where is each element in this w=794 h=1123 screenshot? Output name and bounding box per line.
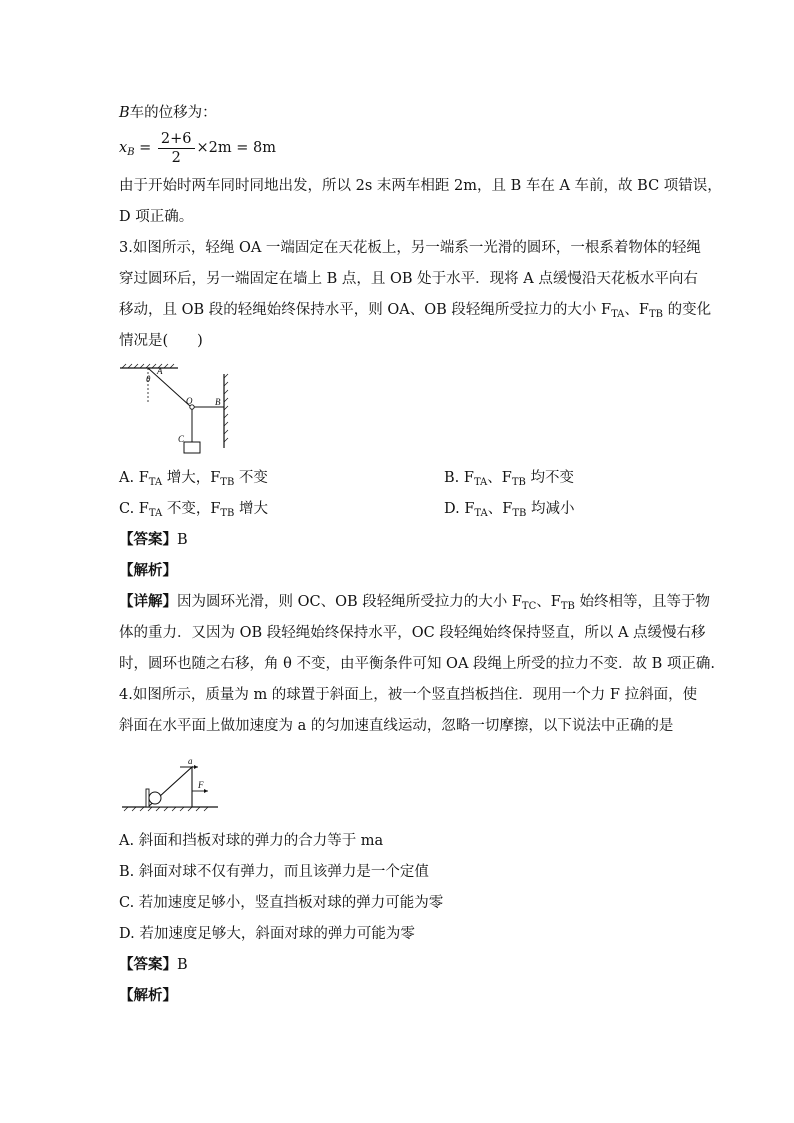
- q4-option-b: B. 斜面对球不仅有弹力，而且该弹力是一个定值: [119, 864, 429, 880]
- formula-var: x: [119, 140, 128, 156]
- q3-option-d: D. $F_{TA}$、$F_{TB}$ 均减小: [444, 501, 575, 519]
- q4-stem-line-2: 斜面在水平面上做加速度为 a 的匀加速直线运动，忽略一切摩擦，以下说法中正确的是: [119, 718, 674, 734]
- q3-stem-line-4: 情况是( ): [119, 333, 203, 349]
- conclusion-line-1: 由于开始时两车同时同地出发，所以 2s 末两车相距 2m，且 B 车在 A 车前，故 BC 项错误，: [119, 178, 722, 194]
- q3-stem-line-1: 3.如图所示，轻绳 OA 一端固定在天花板上，另一端系一光滑的圆环，一根系着物体的轻绳: [119, 240, 701, 256]
- fraction-numerator: 2+6: [158, 130, 195, 149]
- fig-label-a: A: [157, 366, 163, 376]
- q4-stem-line-1: 4.如图所示，质量为 m 的球置于斜面上，被一个竖直挡板挡住．现用一个力 F 拉斜面，使: [119, 687, 698, 703]
- q3-detail-line-2: 体的重力．又因为 OB 段轻绳始终保持水平，OC 段轻绳始终保持竖直，所以 A 点缓慢右移: [119, 625, 706, 641]
- fig-label-theta: θ: [146, 374, 151, 384]
- q3-figure: [120, 362, 240, 458]
- q3-detail-line-1: 【详解】因为圆环光滑，则 OC、OB 段轻绳所受拉力的大小 $F_{TC}$、$F_{TB}$ 始终相等，且等于物: [119, 593, 710, 612]
- answer-label: 【答案】: [119, 956, 177, 973]
- fig-label-c: C: [178, 434, 185, 444]
- q4-option-c: C. 若加速度足够小，竖直挡板对球的弹力可能为零: [119, 895, 444, 911]
- q3-stem-line-2: 穿过圆环后，另一端固定在墙上 B 点，且 OB 处于水平．现将 A 点缓慢沿天花板水平向右: [119, 271, 698, 287]
- q3-answer: [119, 530, 188, 550]
- q3-stem-l3-text: 移动，且 OB 段的轻绳始终保持水平，则 OA、OB 段轻绳所受拉力的大小 F: [119, 302, 612, 318]
- formula-fraction: [158, 130, 195, 167]
- formula-sub: B: [127, 147, 135, 158]
- q3-detail-line-3: 时，圆环也随之右移，角 θ 不变，由平衡条件可知 OA 段绳上所受的拉力不变．故 B 项正确.: [119, 656, 716, 672]
- sub-ta: TA: [611, 309, 625, 320]
- q4-option-a: A. 斜面和挡板对球的弹力的合力等于 ma: [119, 833, 384, 849]
- q4-figure: [122, 755, 222, 815]
- formula-rest: ×2m = 8m: [196, 140, 276, 156]
- q4-analysis-label: 【解析】: [119, 987, 177, 1004]
- q3-stem-line-3: [119, 300, 711, 325]
- formula-equals: =: [139, 140, 152, 156]
- fig-label-b: B: [215, 397, 221, 407]
- q3-analysis-label: 【解析】: [119, 562, 177, 579]
- fig-label-o: O: [186, 396, 193, 406]
- answer-value: B: [177, 532, 188, 548]
- q3-option-c: C. $F_{TA}$ 不变，$F_{TB}$ 增大: [119, 501, 269, 519]
- displacement-formula: [119, 128, 276, 173]
- q3-option-a: A. $F_{TA}$ 增大，$F_{TB}$ 不变: [119, 470, 268, 488]
- displacement-intro: [119, 103, 217, 123]
- q4-option-d: D. 若加速度足够大，斜面对球的弹力可能为零: [119, 926, 415, 942]
- conclusion-line-2: D 项正确。: [119, 209, 194, 225]
- fraction-denominator: 2: [171, 149, 181, 166]
- fig-label-force: F: [198, 780, 204, 790]
- fig-label-accel: a: [188, 756, 193, 766]
- detail-label: 【详解】: [119, 593, 177, 610]
- q3-stem-l3-mid: 、F: [624, 302, 649, 318]
- answer-label: 【答案】: [119, 531, 177, 548]
- q4-answer: [119, 955, 188, 975]
- intro-text: 车的位移为：: [129, 105, 217, 121]
- q3-option-b: B. $F_{TA}$、$F_{TB}$ 均不变: [444, 470, 574, 488]
- q3-stem-l3-end: 的变化: [663, 302, 712, 318]
- sub-tb: TB: [648, 309, 664, 320]
- var-b: B: [119, 105, 130, 121]
- answer-value: B: [177, 957, 188, 973]
